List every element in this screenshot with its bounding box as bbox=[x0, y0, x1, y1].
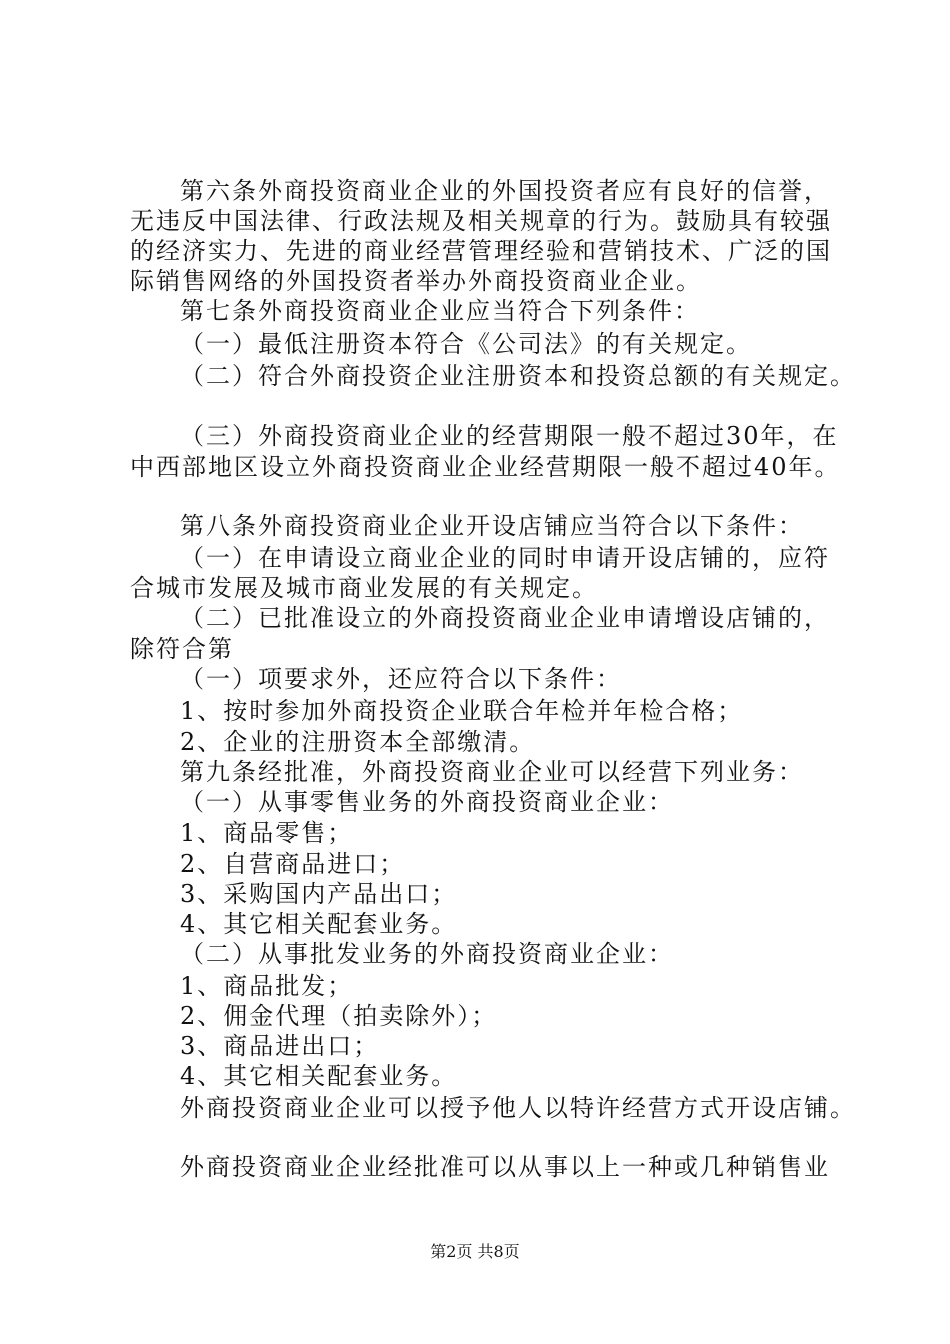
list-item: 3、采购国内产品出口； bbox=[180, 880, 458, 908]
paragraph-line: 中西部地区设立外商投资商业企业经营期限一般不超过40年。 bbox=[130, 453, 841, 481]
paragraph-line: （一）在申请设立商业企业的同时申请开设店铺的，应符 bbox=[180, 544, 830, 572]
paragraph-line: 第九条经批准，外商投资商业企业可以经营下列业务： bbox=[180, 758, 804, 786]
paragraph-line: （一）项要求外，还应符合以下条件： bbox=[180, 665, 622, 693]
list-item: 1、商品零售； bbox=[180, 819, 354, 847]
paragraph-line: 无违反中国法律、行政法规及相关规章的行为。鼓励具有较强 bbox=[130, 207, 832, 235]
paragraph-line: 际销售网络的外国投资者举办外商投资商业企业。 bbox=[130, 267, 702, 295]
list-item: 2、佣金代理（拍卖除外）； bbox=[180, 1002, 498, 1030]
list-item: 2、企业的注册资本全部缴清。 bbox=[180, 728, 536, 756]
list-item: 1、按时参加外商投资企业联合年检并年检合格； bbox=[180, 697, 744, 725]
paragraph-line: （三）外商投资商业企业的经营期限一般不超过30年，在 bbox=[180, 422, 839, 450]
list-item: 1、商品批发； bbox=[180, 972, 354, 1000]
paragraph-line: 合城市发展及城市商业发展的有关规定。 bbox=[130, 574, 598, 602]
paragraph-line: （二）已批准设立的外商投资商业企业申请增设店铺的， bbox=[180, 604, 830, 632]
paragraph-line: 外商投资商业企业经批准可以从事以上一种或几种销售业 bbox=[180, 1153, 830, 1181]
paragraph-line: 除符合第 bbox=[130, 635, 234, 663]
list-item: 4、其它相关配套业务。 bbox=[180, 1062, 458, 1090]
list-item: 4、其它相关配套业务。 bbox=[180, 910, 458, 938]
paragraph-line: 第六条外商投资商业企业的外国投资者应有良好的信誉， bbox=[180, 177, 830, 205]
paragraph-line: 外商投资商业企业可以授予他人以特许经营方式开设店铺。 bbox=[180, 1094, 856, 1122]
list-item: 3、商品进出口； bbox=[180, 1032, 380, 1060]
paragraph-line: 第七条外商投资商业企业应当符合下列条件： bbox=[180, 297, 700, 325]
paragraph-line: （二）符合外商投资企业注册资本和投资总额的有关规定。 bbox=[180, 362, 856, 390]
page-number-footer: 第2页 共8页 bbox=[430, 1242, 520, 1261]
paragraph-line: 的经济实力、先进的商业经营管理经验和营销技术、广泛的国 bbox=[130, 237, 832, 265]
paragraph-line: （一）最低注册资本符合《公司法》的有关规定。 bbox=[180, 330, 752, 358]
paragraph-line: （二）从事批发业务的外商投资商业企业： bbox=[180, 940, 674, 968]
list-item: 2、自营商品进口； bbox=[180, 850, 406, 878]
paragraph-line: 第八条外商投资商业企业开设店铺应当符合以下条件： bbox=[180, 512, 804, 540]
paragraph-line: （一）从事零售业务的外商投资商业企业： bbox=[180, 788, 674, 816]
